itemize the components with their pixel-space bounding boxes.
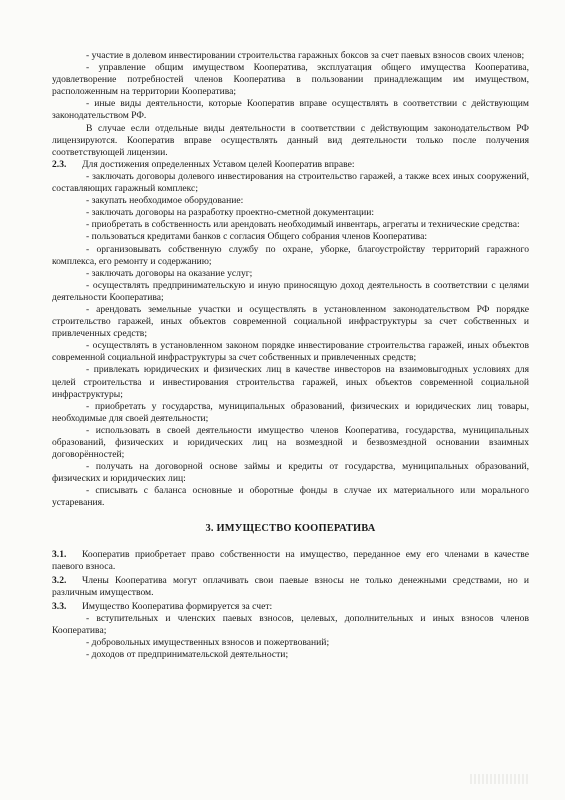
clause-2-3 [52, 159, 529, 171]
list-item: - организовывать собственную службу по охране, уборке, благоустройству территорий гаражного комплекса, его ремонту и содержанию; [52, 243, 529, 267]
paragraph: - участие в долевом инвестировании строительства гаражных боксов за счет паевых взносов своих членов; [86, 50, 525, 61]
list-item: - доходов от предпринимательской деятельности; [86, 649, 289, 661]
list-item: - добровольных имущественных взносов и пожертвований; [86, 637, 330, 649]
section-3-body [52, 549, 529, 662]
clause-text: Для достижения определенных Уставом целей Кооператив вправе: [82, 158, 355, 170]
clause-number: 3.1. [52, 548, 67, 560]
paragraph: - иные виды деятельности, которые Кооператив вправе осуществлять в соответствии с действующим законодательством РФ. [52, 98, 529, 122]
clause-number: 3.3. [52, 601, 67, 613]
list-item: - осуществлять предпринимательскую и иную приносящую доход деятельность в соответствии с целями деятельности Кооператива; [52, 279, 529, 303]
list-item: - закупать необходимое оборудование: [86, 195, 244, 207]
scan-artifact [470, 774, 530, 784]
list-item: - привлекать юридических и физических лиц в качестве инвесторов на взаимовыгодных условиях для целей строительства и инвестирования строительства гаражей, иных объектов современной социальной инфраструктуры; [52, 364, 529, 400]
clause-text: Кооператив приобретает право собственности на имущество, переданное ему его членами в качестве паевого взноса. [52, 548, 529, 572]
rights-list [52, 171, 529, 510]
list-item: - вступительных и членских паевых взносов, целевых, дополнительных и иных взносов членов Кооператива; [52, 613, 529, 637]
clause-3-1 [52, 549, 529, 573]
clause-number: 2.3. [52, 158, 67, 170]
list-item: - осуществлять в установленном законом порядке инвестирование строительства гаражей, иных объектов современной социальной инфраструктуры за счет собственных и привлеченных средств; [52, 340, 529, 364]
list-item: - заключать договоры на оказание услуг; [86, 267, 253, 279]
section-title: 3. ИМУЩЕСТВО КООПЕРАТИВА [205, 522, 376, 534]
clause-3-3 [52, 601, 529, 613]
paragraph: В случае если отдельные виды деятельности в соответствии с действующим законодательством РФ лицензируются. Кооператив вправе осуществлять данный вид деятельности только после получения соответствующей лицензии. [52, 122, 529, 158]
list-item: - заключать договоры долевого инвестирования на строительство гаражей, а также всех иных сооружений, составляющих гаражный комплекс; [52, 170, 529, 195]
list-item: - приобретать в собственность или арендовать необходимый инвентарь, агрегаты и технические средства: [86, 219, 520, 231]
list-item: - арендовать земельные участки и осуществлять в установленном законодательством РФ порядке строительство гаражей, иных объектов современной социальной инфраструктуры за счет собственных и привлеченных средств; [52, 303, 529, 340]
list-item: - пользоваться кредитами банков с согласия Общего собрания членов Кооператива: [86, 231, 428, 243]
clause-text: Члены Кооператива могут оплачивать свои паевые взносы не только денежными средствами, но и различным имуществом. [52, 574, 529, 598]
list-item: - заключать договоры на разработку проектно-сметной документации: [86, 207, 375, 219]
list-item: - получать на договорной основе займы и кредиты от государства, муниципальных образований, физических и юридических лиц: [52, 461, 529, 485]
clause-text: Имущество Кооператива формируется за счет: [82, 601, 273, 613]
list-item: - списывать с баланса основные и оборотные фонды в случае их материального или морального устаревания. [52, 485, 529, 509]
list-item: - приобретать у государства, муниципальных образований, физических и юридических лиц товары, необходимые для своей деятельности; [52, 400, 529, 424]
clause-number: 3.2. [52, 574, 67, 586]
activity-list [52, 50, 529, 159]
list-item: - использовать в своей деятельности имущество членов Кооператива, государства, муниципальных образований, физических и юридических лиц на возмездной и безвозмездной основании взаимных договорённостей; [52, 424, 529, 461]
clause-3-2 [52, 575, 529, 599]
paragraph: - управление общим имуществом Кооператива, эксплуатация общего имущества Кооператива, удовлетворение потребностей членов Кооператива в пользовании принадлежащим им имуществом, расположенным на территории Кооператива; [52, 62, 529, 98]
